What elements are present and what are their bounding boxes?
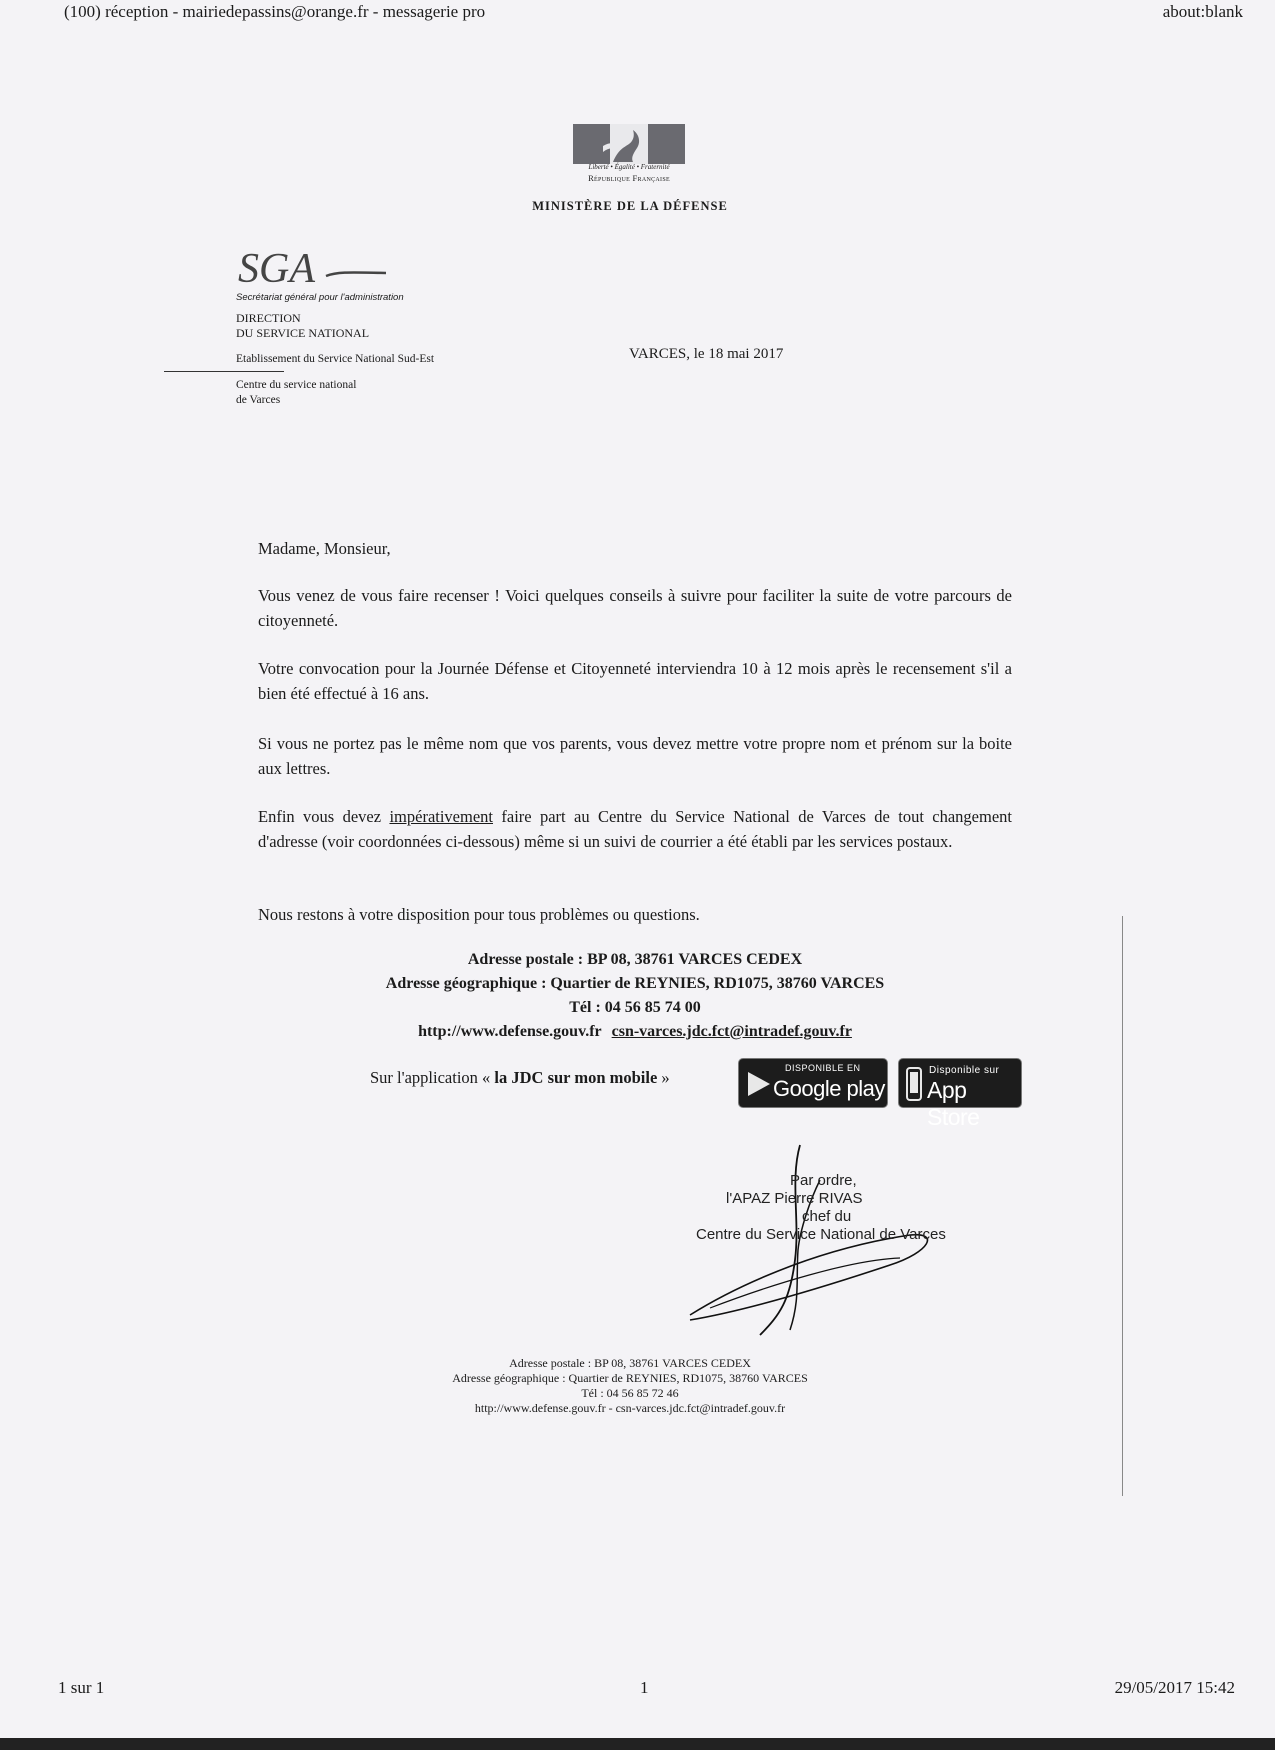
sga-logo-text: SGA — [238, 246, 315, 292]
geographic-address: Adresse géographique : Quartier de REYNIES, RD1075, 38760 VARCES — [385, 975, 885, 992]
ministry-name: MINISTÈRE DE LA DÉFENSE — [532, 199, 728, 213]
page-number: 1 — [640, 1678, 649, 1697]
establishment-label: Etablissement du Service National Sud-Est — [236, 353, 435, 365]
paragraph-4 — [258, 804, 1012, 854]
signature-line-1: Par ordre, — [790, 1172, 857, 1189]
republic-name: République Française — [588, 173, 670, 183]
web-contact — [258, 1020, 1012, 1044]
centre-label — [236, 378, 356, 408]
scan-margin-line — [1122, 916, 1123, 1496]
phone-icon — [906, 1067, 922, 1101]
email-link[interactable]: csn-varces.jdc.fct@intradef.gouv.fr — [611, 1023, 852, 1040]
print-header-url: about:blank — [1162, 2, 1243, 21]
footer-tel: Tél : 04 56 85 72 46 — [581, 1386, 679, 1400]
paragraph-4-start: Enfin vous devez — [258, 807, 390, 826]
website-link[interactable]: http://www.defense.gouv.fr — [418, 1023, 602, 1040]
footer-address — [300, 1356, 960, 1416]
paragraph-2: Votre convocation pour la Journée Défense et Citoyenneté interviendra 10 à 12 mois après le recensement s'il a bien été effectué à 16 ans. — [258, 659, 1012, 703]
footer-postal: Adresse postale : BP 08, 38761 VARCES CEDEX — [509, 1356, 751, 1370]
signature-line-4: Centre du Service National de Varces — [696, 1226, 946, 1243]
date-place: VARCES, le 18 mai 2017 — [629, 346, 784, 362]
header-divider — [164, 371, 284, 372]
direction-label — [236, 311, 369, 341]
app-store-big-text: App Store — [927, 1077, 980, 1130]
paragraph-1: Vous venez de vous faire recenser ! Voici quelques conseils à suivre pour faciliter la suite de votre parcours de citoyenneté. — [258, 586, 1012, 630]
postal-address: Adresse postale : BP 08, 38761 VARCES CEDEX — [467, 951, 803, 968]
google-play-small-text: DISPONIBLE EN — [785, 1063, 861, 1073]
centre-line-1: Centre du service national — [236, 379, 357, 391]
google-play-big-text: Google play — [773, 1076, 885, 1101]
republic-motto: Liberté • Égalité • Fraternité — [588, 163, 670, 171]
paragraph-5: Nous restons à votre disposition pour tous problèmes ou questions. — [258, 905, 700, 924]
app-name: la JDC sur mon mobile — [494, 1068, 658, 1087]
app-mention — [370, 1068, 670, 1088]
app-prefix: Sur l'application « — [370, 1068, 495, 1087]
direction-line-1: DIRECTION — [236, 311, 301, 325]
paragraph-4-end: faire part au Centre du Service National de Varces de tout changement d'adresse (voir coordonnées ci-dessous) même si un suivi de courrier a été établi par les services postaux. — [258, 807, 1012, 851]
signature-block — [690, 1172, 946, 1244]
print-timestamp: 29/05/2017 15:42 — [1114, 1678, 1235, 1697]
marianne-logo-icon — [573, 124, 685, 164]
footer-geo: Adresse géographique : Quartier de REYNIES, RD1075, 38760 VARCES — [452, 1371, 808, 1385]
salutation: Madame, Monsieur, — [258, 539, 391, 558]
page-count: 1 sur 1 — [58, 1678, 105, 1697]
signature-line-2: l'APAZ Pierre RIVAS — [726, 1190, 863, 1207]
scan-bottom-edge — [0, 1738, 1275, 1750]
centre-line-2: de Varces — [236, 394, 281, 406]
play-triangle-icon — [747, 1071, 771, 1097]
app-store-small-text: Disponible sur — [929, 1065, 1000, 1076]
paragraph-3: Si vous ne portez pas le même nom que vos parents, vous devez mettre votre propre nom et prénom sur la boite aux lettres. — [258, 734, 1012, 778]
app-store-badge[interactable] — [898, 1058, 1022, 1130]
app-suffix: » — [657, 1068, 670, 1087]
sga-subtitle: Secrétariat général pour l'administration — [236, 292, 404, 303]
direction-line-2: DU SERVICE NATIONAL — [236, 326, 370, 340]
telephone: Tél : 04 56 85 74 00 — [569, 999, 701, 1016]
signature-line-3: chef du — [802, 1208, 852, 1225]
paragraph-4-emphasis: impérativement — [389, 807, 493, 826]
footer-web: http://www.defense.gouv.fr - csn-varces.jdc.fct@intradef.gouv.fr — [474, 1401, 786, 1415]
sga-logo-icon — [236, 242, 386, 292]
print-header-title: (100) réception - mairiedepassins@orange.fr - messagerie pro — [64, 2, 486, 21]
google-play-badge[interactable] — [738, 1058, 888, 1108]
